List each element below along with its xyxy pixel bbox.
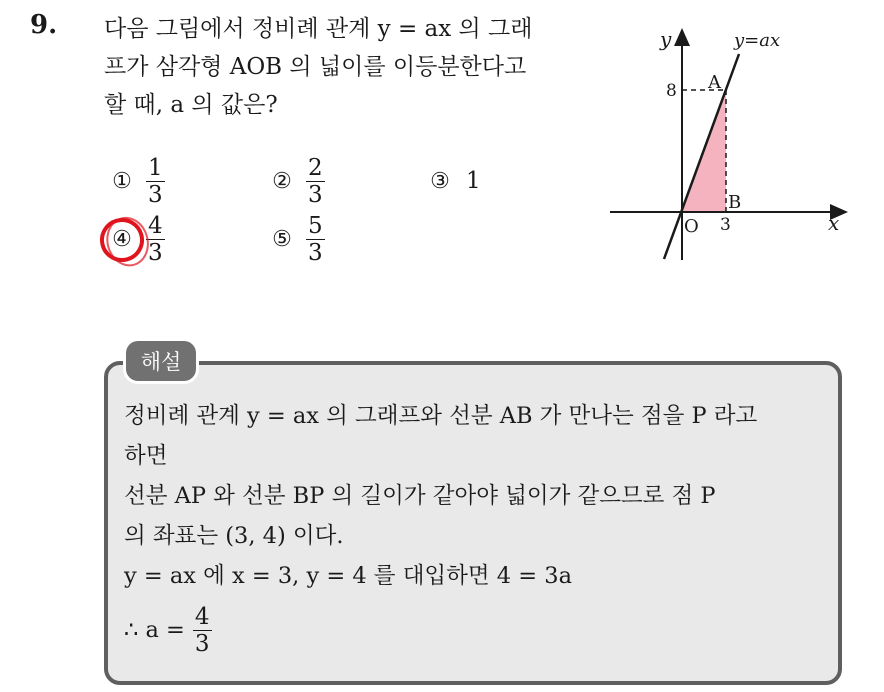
point-a-label: A bbox=[708, 72, 721, 93]
fraction-denominator: 3 bbox=[308, 182, 323, 208]
y-tick-label: 8 bbox=[666, 81, 677, 101]
fraction-numerator: 4 bbox=[148, 213, 163, 239]
fraction-numerator: 1 bbox=[148, 155, 163, 181]
fraction-denominator: 3 bbox=[148, 182, 163, 208]
solution-line: 하면 bbox=[124, 443, 168, 469]
solution-tag: 해설 bbox=[126, 341, 196, 381]
choice-marker: ① bbox=[112, 169, 132, 194]
fraction-denominator: 3 bbox=[308, 240, 323, 266]
choice-value: 1 bbox=[466, 168, 481, 194]
origin-label: O bbox=[684, 216, 699, 237]
choice-marker: ② bbox=[272, 169, 292, 194]
answer-prefix: ∴ a = bbox=[124, 617, 185, 643]
fraction-numerator: 5 bbox=[308, 213, 323, 239]
question-text bbox=[104, 10, 584, 124]
fraction-denominator: 3 bbox=[194, 630, 210, 657]
point-b-label: B bbox=[728, 192, 742, 213]
choice-2[interactable] bbox=[266, 155, 325, 208]
y-axis-label: y bbox=[660, 27, 672, 51]
choice-fraction bbox=[306, 155, 325, 208]
choice-fraction bbox=[306, 213, 325, 266]
fraction-numerator: 4 bbox=[194, 603, 210, 630]
x-tick-label: 3 bbox=[720, 215, 731, 235]
line-label: y=ax bbox=[734, 30, 781, 51]
choice-marker: ④ bbox=[112, 227, 132, 252]
question-line: 할 때, a 의 값은? bbox=[104, 92, 278, 118]
choice-marker: ⑤ bbox=[272, 227, 292, 252]
solution-line: 선분 AP 와 선분 BP 의 길이가 같아야 넓이가 같으므로 점 P bbox=[124, 483, 716, 509]
question-line: 다음 그림에서 정비례 관계 y = ax 의 그래 bbox=[104, 16, 533, 42]
x-axis-label: x bbox=[828, 211, 840, 235]
solution-line: y = ax 에 x = 3, y = 4 를 대입하면 4 = 3a bbox=[124, 563, 572, 589]
choice-5[interactable] bbox=[266, 213, 325, 266]
solution-text bbox=[124, 396, 834, 660]
solution-line: 의 좌표는 (3, 4) 이다. bbox=[124, 523, 344, 549]
fraction-denominator: 3 bbox=[148, 240, 163, 266]
choice-3[interactable] bbox=[424, 168, 481, 194]
question-number: 9. bbox=[30, 10, 58, 40]
choice-marker: ③ bbox=[430, 168, 450, 194]
solution-line: 정비례 관계 y = ax 의 그래프와 선분 AB 가 만나는 점을 P 라고 bbox=[124, 403, 758, 429]
question-line: 프가 삼각형 AOB 의 넓이를 이등분한다고 bbox=[104, 54, 527, 80]
choice-1[interactable] bbox=[106, 155, 165, 208]
choice-fraction bbox=[146, 155, 165, 208]
solution-answer bbox=[124, 600, 834, 660]
coordinate-graph bbox=[606, 24, 856, 264]
answer-fraction bbox=[193, 604, 212, 657]
fraction-numerator: 2 bbox=[308, 155, 323, 181]
